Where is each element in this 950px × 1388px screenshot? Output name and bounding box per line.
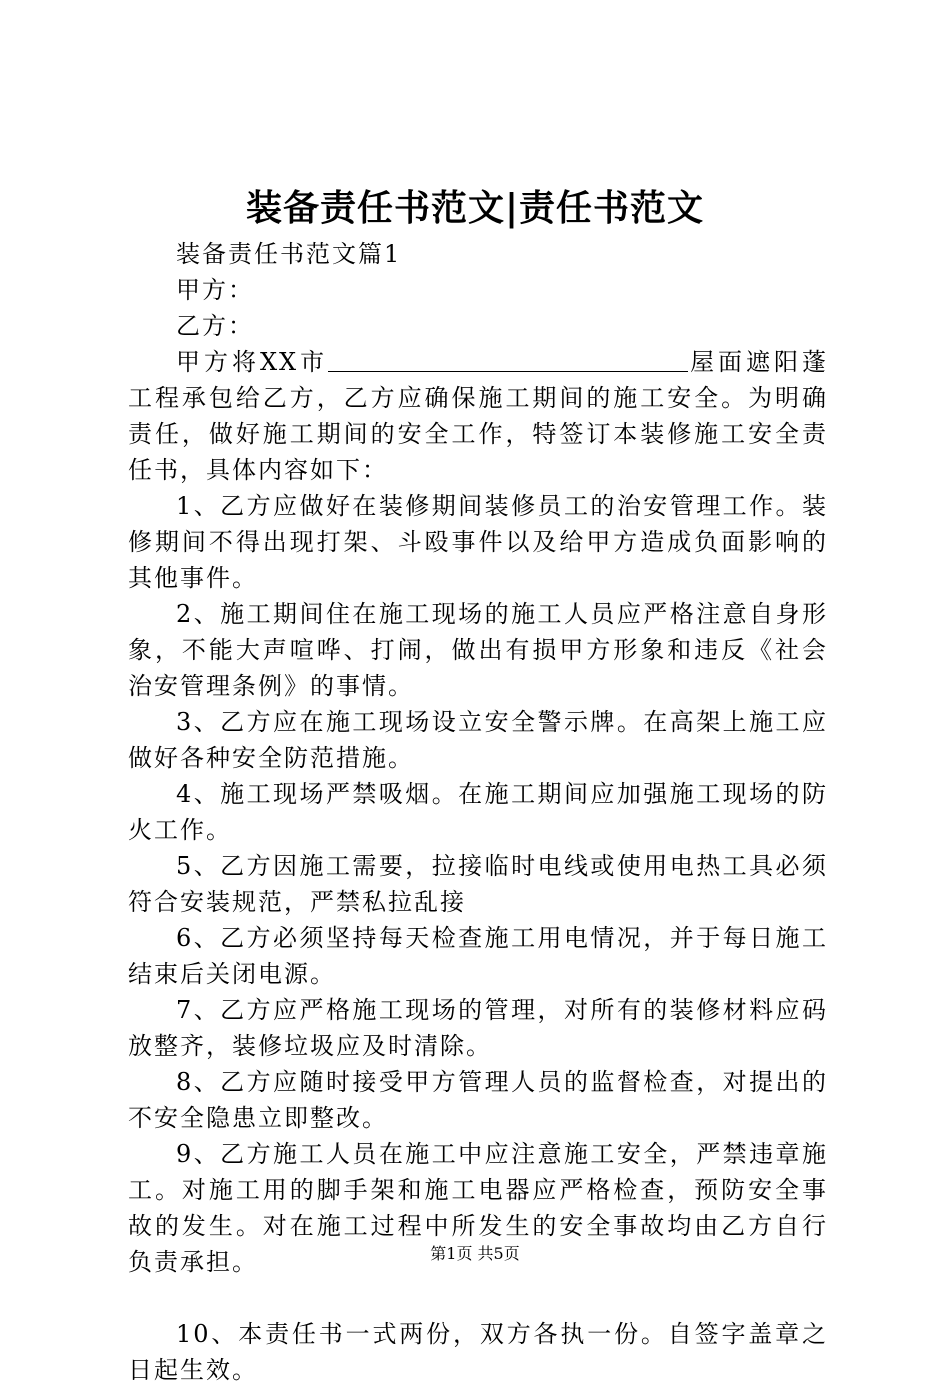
clause-8: 8、乙方应随时接受甲方管理人员的监督检查，对提出的不安全隐患立即整改。 [128, 1068, 828, 1132]
clause-3: 3、乙方应在施工现场设立安全警示牌。在高架上施工应做好各种安全防范措施。 [128, 708, 828, 772]
clause-1: 1、乙方应做好在装修期间装修员工的治安管理工作。装修期间不得出现打架、斗殴事件以及给甲方造成负面影响的其他事件。 [128, 492, 828, 592]
clause-9: 9、乙方施工人员在施工中应注意施工安全，严禁违章施工。对施工用的脚手架和施工电器应严格检查，预防安全事故的发生。对在施工过程中所发生的安全事故均由乙方自行负责承担。 [128, 1140, 828, 1276]
clause-4: 4、施工现场严禁吸烟。在施工期间应加强施工现场的防火工作。 [128, 780, 828, 844]
clause-10: 10、本责任书一式两份，双方各执一份。自签字盖章之日起生效。 [128, 1320, 828, 1384]
section-heading: 装备责任书范文篇1 [176, 240, 402, 268]
page-footer: 第1页 共5页 [430, 1244, 520, 1263]
clause-2: 2、施工期间住在施工现场的施工人员应严格注意自身形象，不能大声喧哗、打闹，做出有损甲方形象和违反《社会治安管理条例》的事情。 [128, 600, 828, 700]
clause-5: 5、乙方因施工需要，拉接临时电线或使用电热工具必须符合安装规范，严禁私拉乱接 [128, 852, 828, 916]
intro-prefix: 甲方将XX市 [176, 348, 329, 376]
document-title: 装备责任书范文|责任书范文 [245, 187, 705, 229]
clause-7: 7、乙方应严格施工现场的管理，对所有的装修材料应码放整齐，装修垃圾应及时清除。 [128, 996, 828, 1060]
clause-6: 6、乙方必须坚持每天检查施工用电情况，并于每日施工结束后关闭电源。 [128, 924, 828, 988]
intro-suffix: 屋面遮阳蓬工程承包给乙方，乙方应确保施工期间的施工安全。为明确责任，做好施工期间的安全工作，特签订本装修施工安全责任书，具体内容如下： [128, 348, 829, 484]
party-a-line: 甲方： [176, 276, 254, 304]
party-b-line: 乙方： [176, 312, 254, 340]
fill-in-blank [328, 347, 688, 372]
intro-paragraph [128, 344, 828, 488]
document-body [128, 236, 828, 1388]
